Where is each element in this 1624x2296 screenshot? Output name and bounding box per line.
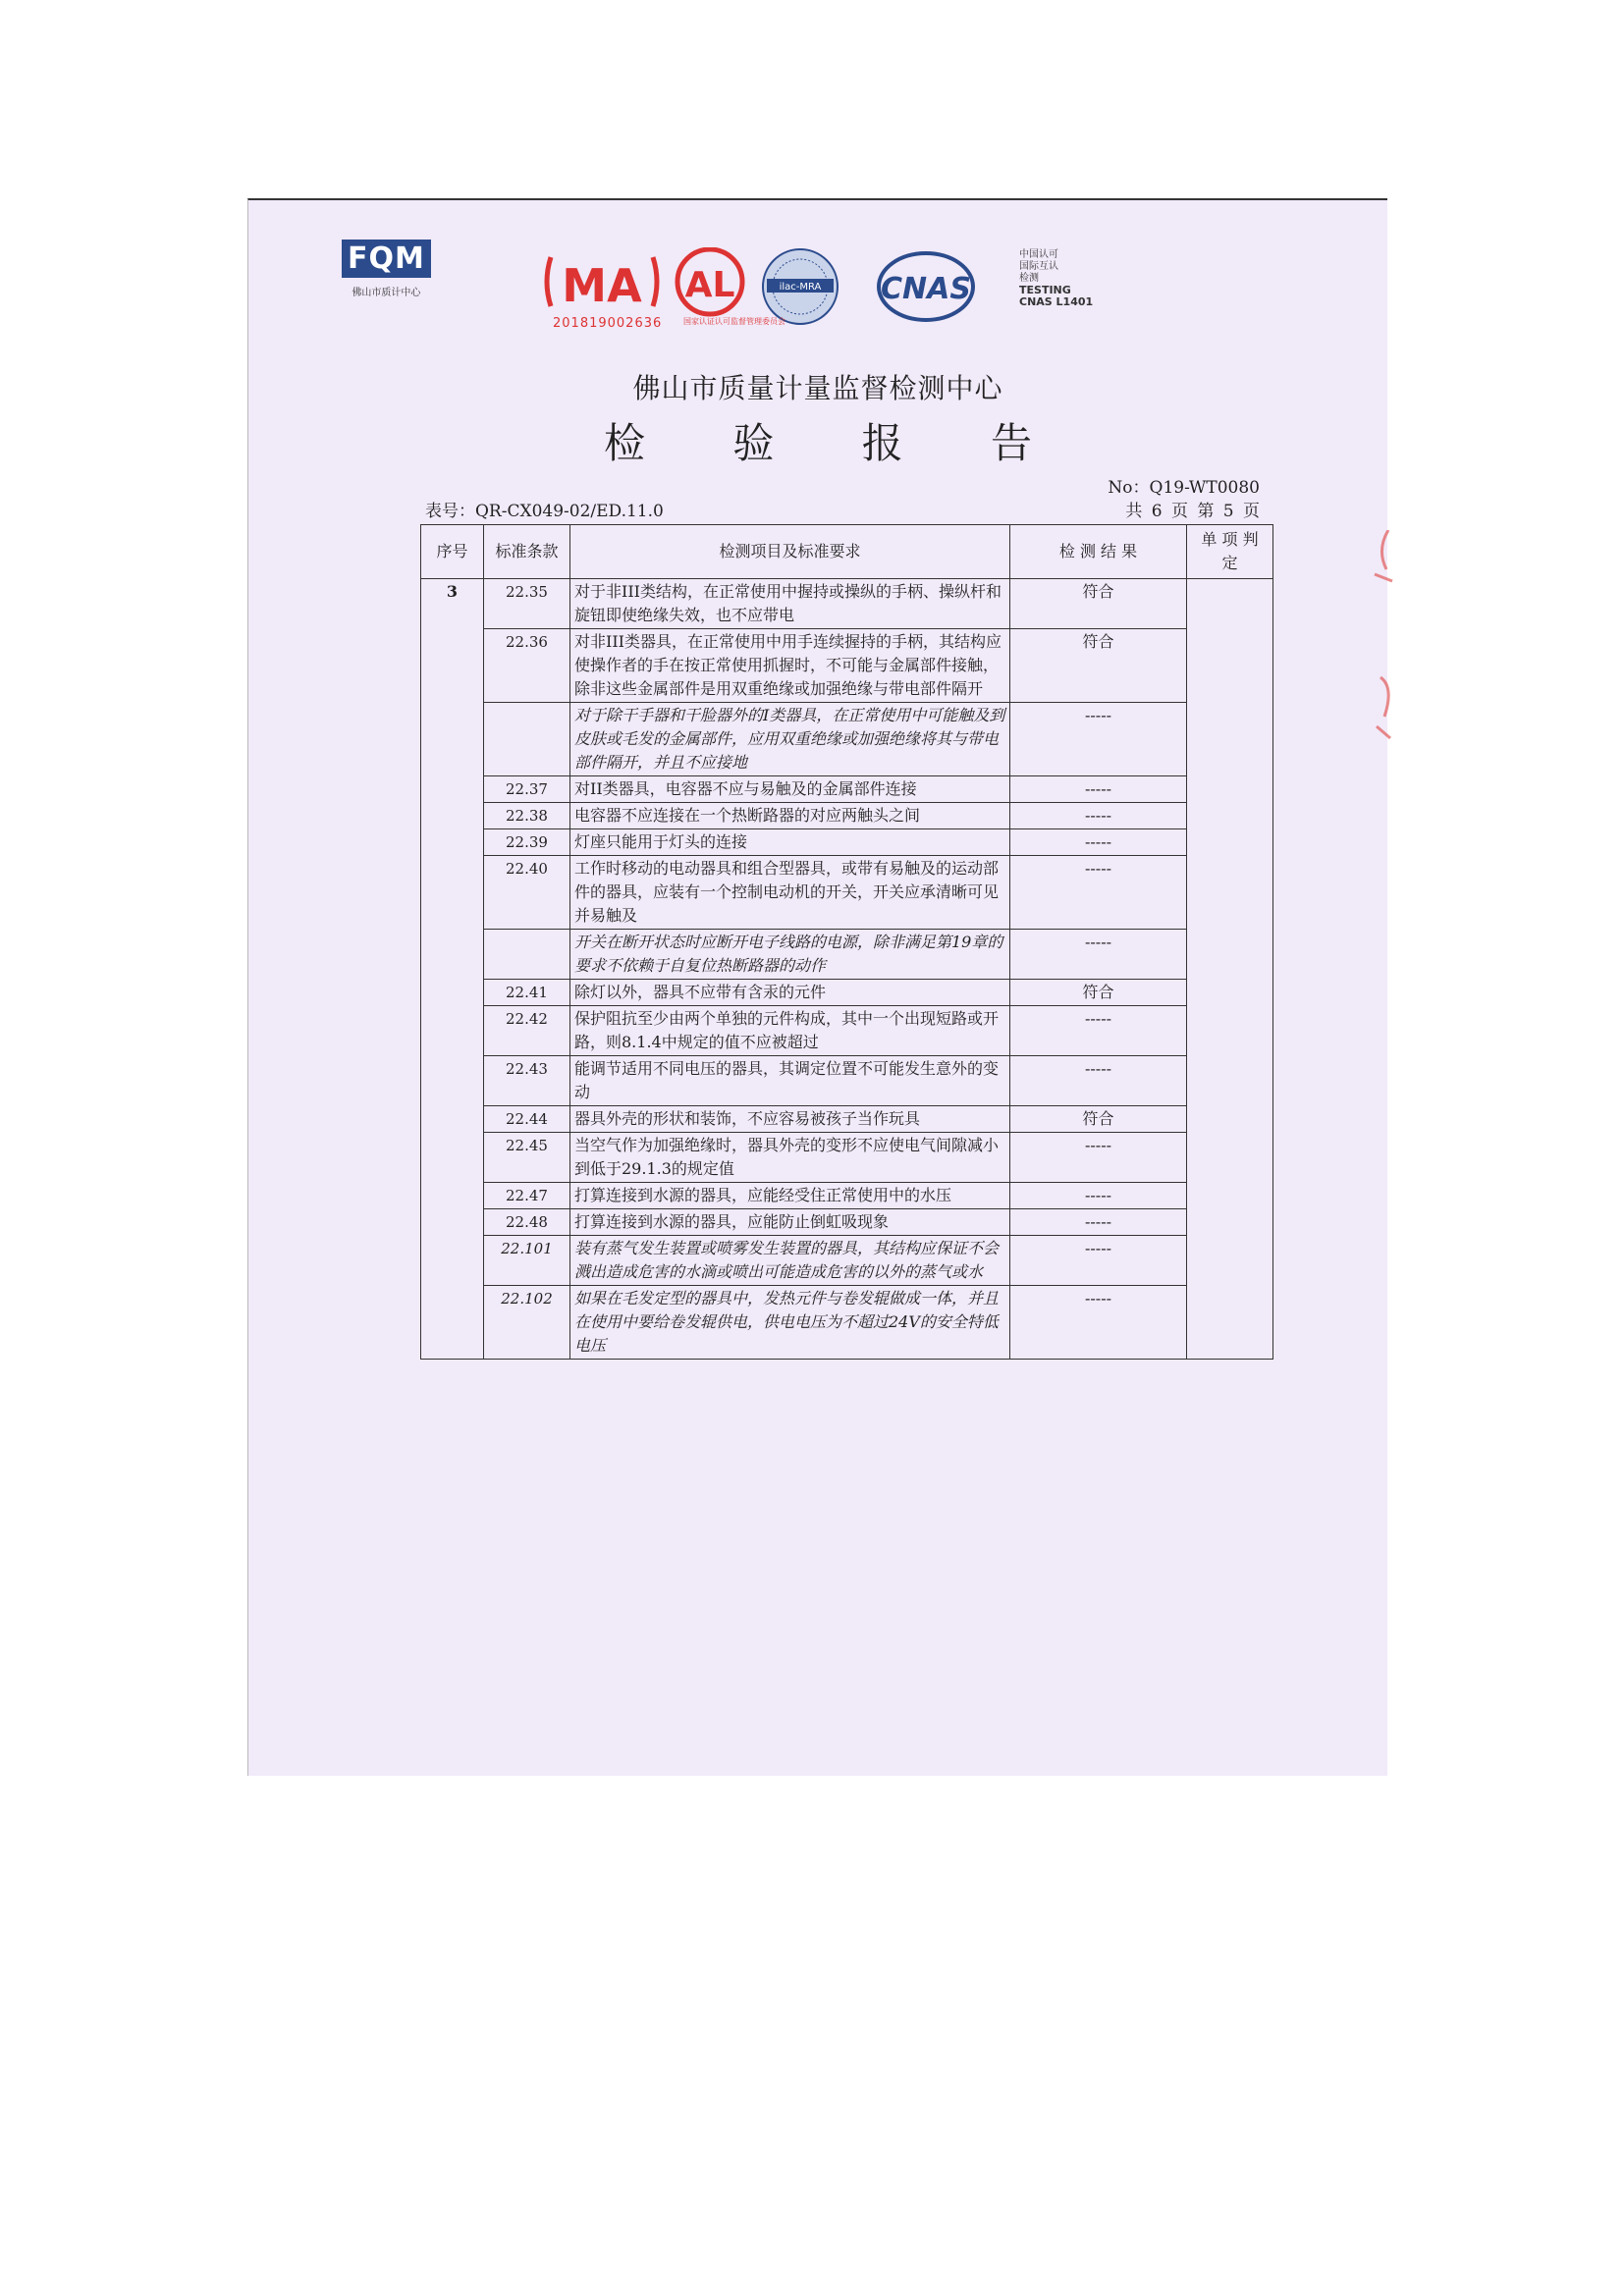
fqm-logo-subtitle: 佛山市质计中心 [352,288,421,298]
result-cell: 符合 [1010,980,1187,1006]
table-row [421,1056,1273,1106]
requirement-cell: 工作时移动的电动器具和组合型器具，或带有易触及的运动部件的器具，应装有一个控制电动机的开关，开关应承清晰可见并易触及 [570,856,1010,930]
result-cell: ----- [1010,1183,1187,1209]
clause-cell: 22.42 [484,1006,570,1056]
cnas-text-line: TESTING [1019,284,1071,296]
cnas-logo [879,253,973,320]
clause-cell: 22.39 [484,829,570,856]
report-sheet [247,198,1387,1776]
table-row [421,856,1273,930]
cnas-text-line: 国际互认 [1019,261,1058,272]
result-cell: ----- [1010,1286,1187,1360]
cnas-text-line: 检测 [1019,273,1039,284]
clause-cell: 22.102 [484,1286,570,1360]
clause-cell: 22.36 [484,629,570,703]
table-row [421,579,1273,629]
table-row [421,1209,1273,1236]
result-cell: 符合 [1010,629,1187,703]
requirement-cell: 当空气作为加强绝缘时，器具外壳的变形不应使电气间隙减小到低于29.1.3的规定值 [570,1133,1010,1183]
requirement-cell: 打算连接到水源的器具，应能防止倒虹吸现象 [570,1209,1010,1236]
requirement-cell: 器具外壳的形状和装饰，不应容易被孩子当作玩具 [570,1106,1010,1133]
result-cell: ----- [1010,930,1187,980]
result-cell: ----- [1010,776,1187,803]
requirement-cell: 装有蒸气发生装置或喷雾发生装置的器具，其结构应保证不会溅出造成危害的水滴或喷出可能造成危害的以外的蒸气或水 [570,1236,1010,1286]
cnas-label: CNAS [881,272,971,306]
requirement-cell: 开关在断开状态时应断开电子线路的电源，除非满足第19章的要求不依赖于自复位热断路器的动作 [570,930,1010,980]
header-seq: 序号 [421,525,484,579]
clause-cell: 22.35 [484,579,570,629]
cnas-text-line: 中国认可 [1019,249,1058,260]
table-row [421,803,1273,829]
result-cell: ----- [1010,703,1187,776]
table-row [421,629,1273,703]
organization-name: 佛山市质量计量监督检测中心 [632,372,1003,404]
header-requirement: 检测项目及标准要求 [570,525,1010,579]
requirement-cell: 对于除干手器和干脸器外的I类器具，在正常使用中可能触及到皮肤或毛发的金属部件，应用双重绝缘或加强绝缘将其与带电部件隔开，并且不应接地 [570,703,1010,776]
seq-cell: 3 [421,579,484,1360]
clause-cell [484,703,570,776]
requirement-cell: 如果在毛发定型的器具中，发热元件与卷发辊做成一体，并且在使用中要给卷发辊供电，供电电压为不超过24V的安全特低电压 [570,1286,1010,1360]
table-row [421,703,1273,776]
cma-logo [547,257,657,312]
cnas-text [1019,249,1093,308]
cma-number: 201819002636 [553,316,663,331]
table-row [421,1286,1273,1360]
requirement-cell: 对非III类器具，在正常使用中用手连续握持的手柄，其结构应使操作者的手在按正常使用抓握时，不可能与金属部件接触，除非这些金属部件是用双重绝缘或加强绝缘与带电部件隔开 [570,629,1010,703]
fqm-logo-text: FQM [342,240,431,278]
clause-cell: 22.45 [484,1133,570,1183]
page-indicator: 共 6 页 第 5 页 [1125,502,1260,521]
table-row [421,1006,1273,1056]
report-title: 检 验 报 告 [603,419,1070,467]
result-cell: 符合 [1010,1106,1187,1133]
table-row [421,930,1273,980]
clause-cell: 22.101 [484,1236,570,1286]
fqm-logo [342,240,431,298]
partial-red-stamp [1367,530,1396,756]
result-cell: ----- [1010,1209,1187,1236]
requirement-cell: 灯座只能用于灯头的连接 [570,829,1010,856]
result-cell: ----- [1010,1006,1187,1056]
clause-cell: 22.47 [484,1183,570,1209]
result-cell: ----- [1010,1056,1187,1106]
table-row [421,980,1273,1006]
clause-cell: 22.48 [484,1209,570,1236]
table-row [421,1106,1273,1133]
result-cell: ----- [1010,829,1187,856]
requirement-cell: 打算连接到水源的器具，应能经受住正常使用中的水压 [570,1183,1010,1209]
clause-cell [484,930,570,980]
cnas-text-line: CNAS L1401 [1019,295,1094,308]
ilac-label: ilac-MRA [779,282,822,293]
certification-logos [543,247,1014,326]
header-judgement: 单 项 判 定 [1187,525,1273,579]
table-row [421,1183,1273,1209]
result-cell: ----- [1010,803,1187,829]
ilac-mra-logo [763,249,838,324]
table-row [421,1133,1273,1183]
clause-cell: 22.40 [484,856,570,930]
table-row [421,829,1273,856]
cal-logo [677,249,742,314]
result-cell: ----- [1010,856,1187,930]
requirement-cell: 除灯以外，器具不应带有含汞的元件 [570,980,1010,1006]
header-clause: 标准条款 [484,525,570,579]
cma-label: MA [562,259,642,312]
cal-subtitle: 国家认证认可监督管理委员会 [683,317,785,326]
clause-cell: 22.43 [484,1056,570,1106]
inspection-table [420,524,1273,1360]
requirement-cell: 对于非III类结构，在正常使用中握持或操纵的手柄、操纵杆和旋钮即使绝缘失效，也不应带电 [570,579,1010,629]
result-cell: ----- [1010,1236,1187,1286]
result-cell: 符合 [1010,579,1187,629]
requirement-cell: 保护阻抗至少由两个单独的元件构成，其中一个出现短路或开路，则8.1.4中规定的值不应被超过 [570,1006,1010,1056]
clause-cell: 22.37 [484,776,570,803]
judgement-cell [1187,579,1273,1360]
table-header-row [421,525,1273,579]
table-row [421,1236,1273,1286]
requirement-cell: 对II类器具，电容器不应与易触及的金属部件连接 [570,776,1010,803]
report-number: No：Q19-WT0080 [1108,478,1260,498]
table-row [421,776,1273,803]
requirement-cell: 电容器不应连接在一个热断路器的对应两触头之间 [570,803,1010,829]
requirement-cell: 能调节适用不同电压的器具，其调定位置不可能发生意外的变动 [570,1056,1010,1106]
cal-label: AL [684,265,735,305]
clause-cell: 22.41 [484,980,570,1006]
clause-cell: 22.38 [484,803,570,829]
form-number: 表号：QR-CX049-02/ED.11.0 [425,502,664,521]
header-result: 检 测 结 果 [1010,525,1187,579]
clause-cell: 22.44 [484,1106,570,1133]
result-cell: ----- [1010,1133,1187,1183]
